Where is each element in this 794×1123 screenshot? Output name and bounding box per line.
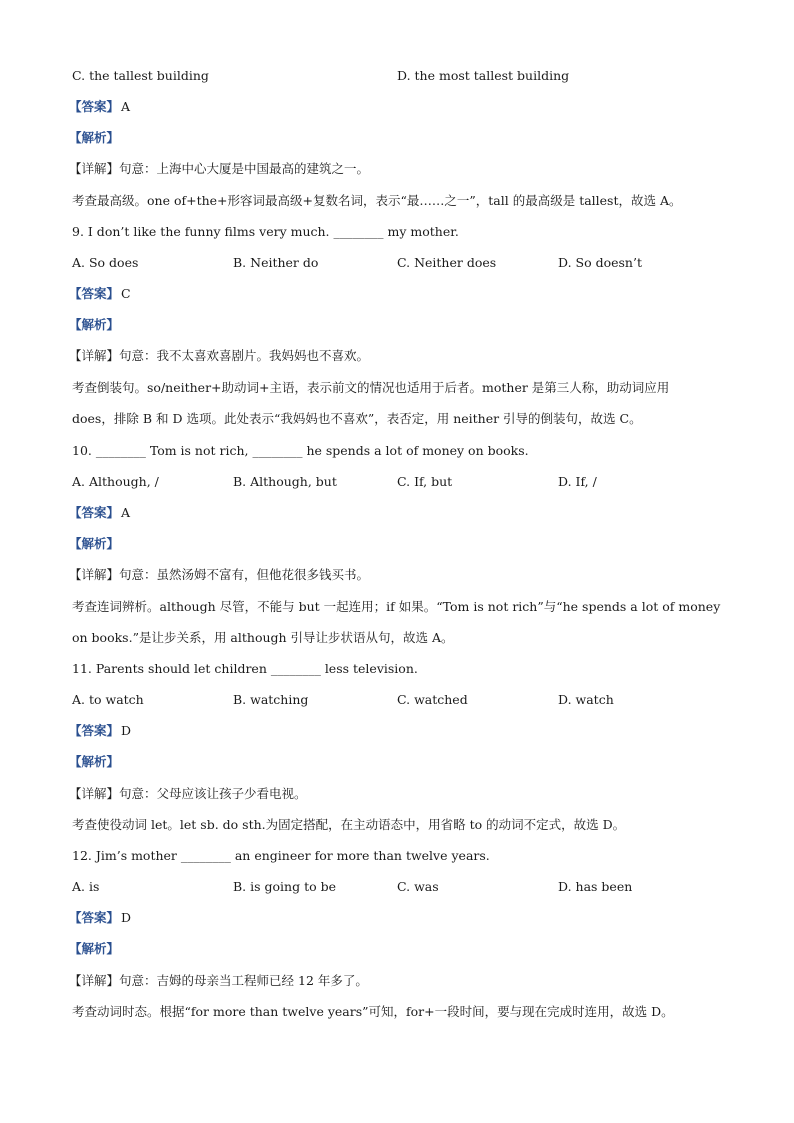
answer-label: 【答案】 [69,505,120,520]
detail-label: 【详解】 [69,161,120,176]
explanation-line: 考查连词辨析。although 尽管，不能与 but 一起连用；if 如果。“Tom is not rich”与“he spends a lot of money [72,599,721,614]
detail-text: 句意：父母应该让孩子少看电视。 [119,786,307,801]
option-d: D. So doesn’t [558,255,642,270]
option-b: B. watching [233,692,309,707]
option-d: D. has been [558,879,633,894]
option-a: A. is [72,879,100,894]
analysis-label: 【解析】 [69,754,120,769]
detail-row [69,783,754,805]
analysis-label: 【解析】 [69,130,120,145]
answer-row [69,907,754,929]
analysis-label: 【解析】 [69,317,120,332]
explanation-line: 考查动词时态。根据“for more than twelve years”可知，for+一段时间，要与现在完成时连用，故选 D。 [72,1004,674,1019]
analysis-row [69,938,754,960]
question-stem: 12. Jim’s mother ________ an engineer for more than twelve years. [72,848,490,863]
answer-value: D [121,910,132,925]
answer-label: 【答案】 [69,910,120,925]
detail-row [69,345,754,367]
option-c: C. watched [397,692,468,707]
question-stem: 10. ________ Tom is not rich, ________ he spends a lot of money on books. [72,443,529,458]
detail-label: 【详解】 [69,567,120,582]
option-a: A. So does [72,255,139,270]
option-c: C. the tallest building [72,68,209,83]
answer-value: A [121,99,131,114]
answer-value: A [121,505,131,520]
options-row [72,471,754,493]
option-c: C. was [397,879,439,894]
explanation-line: 考查使役动词 let。let sb. do sth.为固定搭配，在主动语态中，用省略 to 的动词不定式，故选 D。 [72,817,626,832]
answer-row [69,720,754,742]
option-b: B. Although, but [233,474,337,489]
detail-label: 【详解】 [69,348,120,363]
option-c: C. If, but [397,474,453,489]
options-row [72,252,754,274]
explanation-line: does，排除 B 和 D 选项。此处表示“我妈妈也不喜欢”，表否定，用 neither 引导的倒装句，故选 C。 [72,411,642,426]
detail-label: 【详解】 [69,973,120,988]
detail-row [69,158,754,180]
detail-row [69,564,754,586]
explanation-line: 考查倒装句。so/neither+助动词+主语，表示前文的情况也适用于后者。mother 是第三人称，助动词应用 [72,380,670,395]
detail-label: 【详解】 [69,786,120,801]
detail-row [69,970,754,992]
explanation-line: on books.”是让步关系，用 although 引导让步状语从句，故选 A。 [72,630,454,645]
answer-label: 【答案】 [69,286,120,301]
question-stem: 9. I don’t like the funny films very much. ________ my mother. [72,224,459,239]
option-d: D. If, / [558,474,597,489]
answer-value: D [121,723,132,738]
answer-label: 【答案】 [69,723,120,738]
answer-row [69,283,754,305]
detail-text: 句意：上海中心大厦是中国最高的建筑之一。 [119,161,370,176]
prev-options-row [72,65,754,87]
option-b: B. Neither do [233,255,319,270]
analysis-row [69,751,754,773]
option-c: C. Neither does [397,255,497,270]
analysis-label: 【解析】 [69,536,120,551]
options-row [72,876,754,898]
option-b: B. is going to be [233,879,336,894]
analysis-label: 【解析】 [69,941,120,956]
option-d: D. the most tallest building [397,68,570,83]
answer-value: C [121,286,131,301]
option-a: A. Although, / [72,474,159,489]
detail-text: 句意：虽然汤姆不富有，但他花很多钱买书。 [119,567,370,582]
answer-row [69,96,754,118]
detail-text: 句意：我不太喜欢喜剧片。我妈妈也不喜欢。 [119,348,370,363]
question-stem: 11. Parents should let children ________ less television. [72,661,418,676]
analysis-row [69,533,754,555]
option-d: D. watch [558,692,614,707]
explanation-line: 考查最高级。one of+the+形容词最高级+复数名词，表示“最……之一”，tall 的最高级是 tallest，故选 A。 [72,193,682,208]
options-row [72,689,754,711]
analysis-row [69,127,754,149]
answer-row [69,502,754,524]
option-a: A. to watch [72,692,144,707]
detail-text: 句意：吉姆的母亲当工程师已经 12 年多了。 [119,973,368,988]
answer-label: 【答案】 [69,99,120,114]
analysis-row [69,314,754,336]
